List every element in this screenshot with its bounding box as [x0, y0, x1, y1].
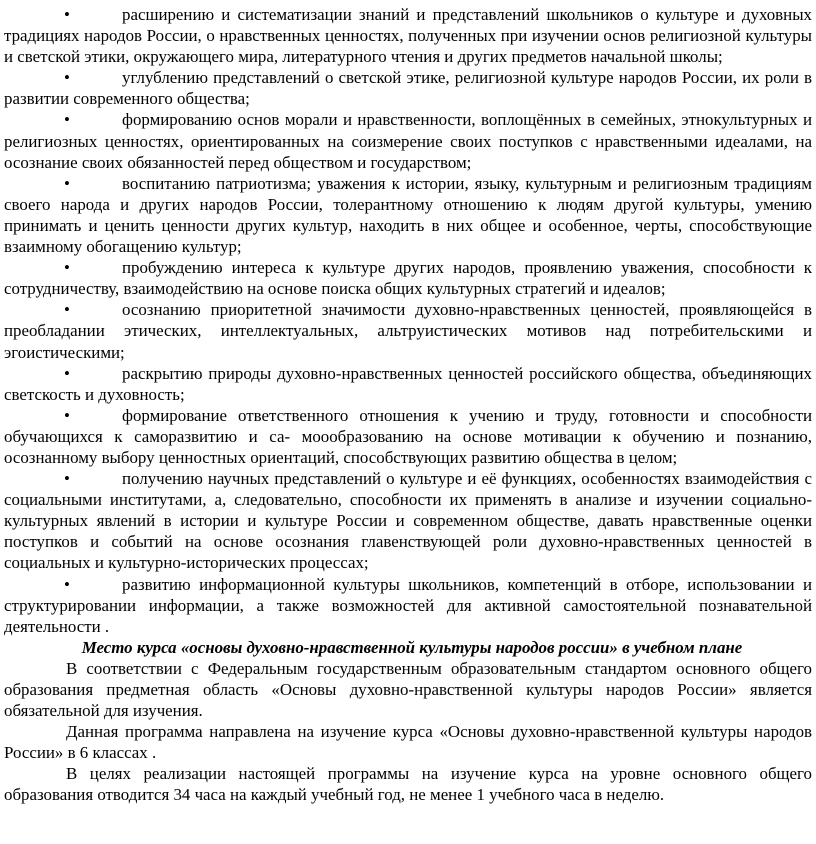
bullet-icon: •: [64, 574, 70, 594]
list-item-text: получению научных представлений о культуре и её функциях, особенностях взаимодействия с социальными институтами, а, следовательно, способности их применять в анализе и изучении социально-культурных явлений в истории и культуре России и современном обществе, давать нравственные оценки поступков и событий на основе осознания главенствующей роли духовно-нравственных ценностей в социальных и культурно-исторических процессах;: [4, 469, 812, 573]
list-item-text: воспитанию патриотизма; уважения к истории, языку, культурным и религиозным традициям своего народа и других народов России, толерантному отношению к людям другой культуры, умению принимать и ценить ценности других культур, находить в них общее и особенное, черты, способствующие взаимному обогащению культур;: [4, 173, 812, 257]
paragraph: В соответствии с Федеральным государственным образовательным стандартом основного общего образования предметная область «Основы духовно-нравственной культуры народов России» является обязательной для изучения.: [4, 658, 812, 721]
bullet-icon: •: [64, 363, 70, 383]
paragraph: В целях реализации настоящей программы на изучение курса на уровне основного общего образования отводится 34 часа на каждый учебный год, не менее 1 учебного часа в неделю.: [4, 764, 812, 805]
list-item-text: осознанию приоритетной значимости духовно-нравственных ценностей, проявляющейся в преобладании этических, интеллектуальных, альтруистических мотивов над потребительскими и эгоистическими;: [4, 300, 812, 362]
bullet-icon: •: [64, 258, 70, 278]
list-item-text: формирование ответственного отношения к учению и труду, готовности и способности обучающихся к саморазвитию и са- моообразованию на основе мотивации к обучению и познанию, осознанному выбору ценностных ориентаций, способствующих развитию общества в целом;: [4, 405, 812, 467]
bullet-icon: •: [64, 300, 70, 320]
section-heading: Место курса «основы духовно-нравственной культуры народов россии» в учебном плане: [81, 637, 743, 657]
bullet-icon: •: [64, 68, 70, 88]
list-item: [4, 468, 812, 573]
bullet-icon: •: [64, 173, 70, 193]
list-item: [4, 4, 812, 67]
list-item: [4, 67, 812, 109]
list-item-text: расширению и систематизации знаний и представлений школьников о культуре и духовных традициях народов России, о нравственных ценностях, полученных при изучении основ религиозной культуры и светской этики, окружающего мира, литературного чтения и других предметов начальной школы;: [4, 5, 812, 67]
list-item: [4, 405, 812, 468]
list-item-text: развитию информационной культуры школьников, компетенций в отборе, использовании и структурировании информации, а также возможностей для активной самостоятельной познавательной деятельности .: [4, 574, 812, 636]
goals-list: [4, 4, 812, 637]
list-item: [4, 574, 812, 637]
bullet-icon: •: [64, 5, 70, 24]
bullet-icon: •: [64, 405, 70, 425]
list-item: [4, 363, 812, 405]
list-item: [4, 109, 812, 172]
bullet-icon: •: [64, 110, 70, 130]
list-item-text: раскрытию природы духовно-нравственных ценностей российского общества, объединяющих светскость и духовность;: [4, 363, 812, 404]
list-item-text: углублению представлений о светской этике, религиозной культуре народов России, их роли в развитии современного общества;: [4, 68, 812, 109]
list-item-text: пробуждению интереса к культуре других народов, проявлению уважения, способности к сотрудничеству, взаимодействию на основе поиска общих культурных стратегий и идеалов;: [4, 258, 812, 299]
list-item: [4, 257, 812, 299]
list-item-text: формированию основ морали и нравственности, воплощённых в семейных, этнокультурных и религиозных ценностях, ориентированных на соизмерение своих поступков с нравственными идеалами, на осознание своих обязанностей перед обществом и государством;: [4, 110, 812, 172]
list-item: [4, 173, 812, 257]
bullet-icon: •: [64, 469, 70, 489]
list-item: [4, 299, 812, 362]
paragraph: Данная программа направлена на изучение курса «Основы духовно-нравственной культуры народов России» в 6 классах .: [4, 722, 812, 763]
